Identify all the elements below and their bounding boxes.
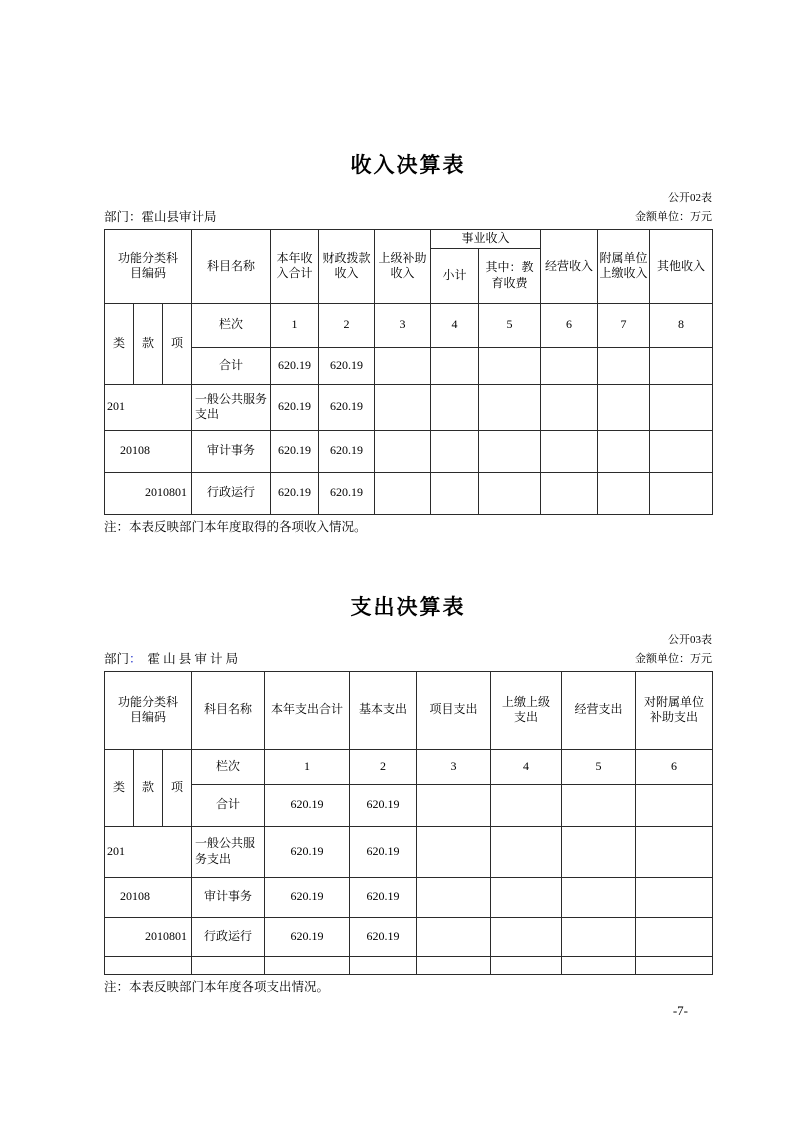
expenditure-data-row [105, 877, 713, 917]
value-cell: 620.19 [265, 784, 350, 826]
value-cell [491, 917, 562, 956]
value-cell [417, 826, 491, 877]
value-cell: 620.19 [271, 347, 319, 384]
value-cell [479, 472, 541, 514]
code-cell: 20108 [105, 877, 192, 917]
value-cell [650, 347, 713, 384]
income-table-note: 注：本表反映部门本年度取得的各项收入情况。 [104, 519, 367, 534]
income-dept-row [104, 208, 712, 227]
lanci-num: 5 [479, 303, 541, 347]
value-cell: 620.19 [350, 826, 417, 877]
value-cell [598, 430, 650, 472]
lanci-num: 6 [541, 303, 598, 347]
subject-name-cell: 一般公共服务支出 [192, 826, 265, 877]
value-cell [491, 956, 562, 974]
lanci-num: 8 [650, 303, 713, 347]
lanci-num: 7 [598, 303, 650, 347]
code-cell: 2010801 [105, 472, 192, 514]
subject-name-cell: 一般公共服务支出 [192, 384, 271, 430]
expenditure-table [104, 671, 713, 975]
dept-value: 霍山县审计局 [141, 210, 217, 224]
income-data-row [105, 430, 713, 472]
header-cell-item: 项 [163, 303, 192, 384]
value-cell [417, 784, 491, 826]
dept-colon: ： [129, 210, 142, 224]
value-cell: 620.19 [271, 384, 319, 430]
header-cell-subject: 科目名称 [192, 671, 265, 749]
value-cell [650, 430, 713, 472]
code-cell: 201 [105, 826, 192, 877]
value-cell [541, 430, 598, 472]
value-cell: 620.19 [350, 917, 417, 956]
value-cell [491, 826, 562, 877]
value-cell [431, 347, 479, 384]
income-header-row-1 [105, 230, 713, 249]
lanci-num: 4 [431, 303, 479, 347]
value-cell [541, 347, 598, 384]
dept-label: 部门 [104, 210, 130, 224]
value-cell [417, 917, 491, 956]
lanci-num: 2 [350, 749, 417, 784]
income-form-code: 公开02表 [668, 192, 712, 204]
subject-name-cell: 合计 [192, 784, 265, 826]
header-cell-basic: 基本支出 [350, 671, 417, 749]
value-cell [636, 826, 713, 877]
lanci-num: 3 [417, 749, 491, 784]
value-cell: 620.19 [271, 472, 319, 514]
value-cell [417, 877, 491, 917]
header-cell-code: 功能分类科目编码 [105, 230, 192, 304]
expenditure-lanci-row [105, 749, 713, 784]
value-cell [598, 347, 650, 384]
lanci-num: 6 [636, 749, 713, 784]
value-cell [650, 384, 713, 430]
value-cell [636, 784, 713, 826]
value-cell: 620.19 [319, 430, 375, 472]
header-cell-section: 款 [134, 749, 163, 826]
value-cell [636, 877, 713, 917]
header-cell-class: 类 [105, 303, 134, 384]
value-cell: 620.19 [350, 877, 417, 917]
dept-value: 霍 山 县 审 计 局 [147, 651, 239, 666]
expenditure-dept-line [104, 650, 238, 669]
expenditure-data-row [105, 917, 713, 956]
expenditure-header-row [105, 671, 713, 749]
header-cell-business-sub: 小计 [431, 248, 479, 303]
expenditure-dept-row [104, 650, 712, 669]
income-table-title: 收入决算表 [350, 154, 466, 177]
value-cell [491, 784, 562, 826]
income-dept-line [104, 208, 217, 227]
value-cell [350, 956, 417, 974]
code-cell: 2010801 [105, 917, 192, 956]
value-cell [650, 472, 713, 514]
lanci-num: 5 [562, 749, 636, 784]
income-data-row [105, 472, 713, 514]
value-cell [541, 472, 598, 514]
value-cell [562, 956, 636, 974]
value-cell [375, 347, 431, 384]
expenditure-form-code: 公开03表 [668, 633, 712, 646]
subject-name-cell: 审计事务 [192, 430, 271, 472]
value-cell: 620.19 [350, 784, 417, 826]
value-cell [479, 347, 541, 384]
header-cell-total: 本年收入合计 [271, 230, 319, 304]
header-cell-superior: 上级补助收入 [375, 230, 431, 304]
header-cell-other: 其他收入 [650, 230, 713, 304]
header-cell-business-edu: 其中：教育收费 [479, 248, 541, 303]
expenditure-data-row [105, 826, 713, 877]
value-cell: 620.19 [319, 347, 375, 384]
value-cell: 620.19 [271, 430, 319, 472]
dept-label: 部门 [104, 651, 130, 666]
value-cell [265, 956, 350, 974]
value-cell [479, 384, 541, 430]
page-content [104, 0, 712, 1019]
expenditure-total-row [105, 784, 713, 826]
lanci-label: 栏次 [192, 749, 265, 784]
value-cell [636, 917, 713, 956]
lanci-num: 2 [319, 303, 375, 347]
value-cell [562, 877, 636, 917]
code-cell: 20108 [105, 430, 192, 472]
header-cell-total: 本年支出合计 [265, 671, 350, 749]
value-cell: 620.19 [265, 826, 350, 877]
value-cell [431, 384, 479, 430]
subject-name-cell: 审计事务 [192, 877, 265, 917]
value-cell [375, 472, 431, 514]
value-cell: 620.19 [265, 917, 350, 956]
income-data-row [105, 384, 713, 430]
header-cell-item: 项 [163, 749, 192, 826]
header-cell-project: 项目支出 [417, 671, 491, 749]
dept-colon: ： [129, 651, 142, 666]
header-cell-class: 类 [105, 749, 134, 826]
header-cell-subject: 科目名称 [192, 230, 271, 304]
code-cell [105, 956, 192, 974]
value-cell [562, 826, 636, 877]
header-cell-fiscal: 财政拨款收入 [319, 230, 375, 304]
value-cell [636, 956, 713, 974]
value-cell [598, 384, 650, 430]
income-unit-label: 金额单位：万元 [635, 211, 712, 223]
header-cell-section: 款 [134, 303, 163, 384]
header-cell-code: 功能分类科目编码 [105, 671, 192, 749]
subject-name-cell [192, 956, 265, 974]
expenditure-table-note: 注：本表反映部门本年度各项支出情况。 [104, 979, 330, 994]
expenditure-empty-row [105, 956, 713, 974]
value-cell [375, 384, 431, 430]
expenditure-unit-label: 金额单位：万元 [635, 652, 712, 665]
expenditure-table-title: 支出决算表 [350, 595, 466, 619]
header-cell-affiliated: 附属单位上缴收入 [598, 230, 650, 304]
value-cell [562, 917, 636, 956]
lanci-num: 1 [265, 749, 350, 784]
value-cell [431, 430, 479, 472]
value-cell [491, 877, 562, 917]
header-cell-upper: 上缴上级支出 [491, 671, 562, 749]
value-cell [417, 956, 491, 974]
lanci-num: 3 [375, 303, 431, 347]
value-cell [541, 384, 598, 430]
lanci-num: 1 [271, 303, 319, 347]
header-cell-operating: 经营收入 [541, 230, 598, 304]
subject-name-cell: 行政运行 [192, 917, 265, 956]
value-cell [431, 472, 479, 514]
value-cell [562, 784, 636, 826]
code-cell: 201 [105, 384, 192, 430]
value-cell [598, 472, 650, 514]
subject-name-cell: 合计 [192, 347, 271, 384]
income-total-row [105, 347, 713, 384]
page-number: -7- [672, 1002, 688, 1018]
value-cell: 620.19 [319, 472, 375, 514]
value-cell [479, 430, 541, 472]
header-cell-operating: 经营支出 [562, 671, 636, 749]
header-cell-business-group: 事业收入 [431, 230, 541, 249]
subject-name-cell: 行政运行 [192, 472, 271, 514]
value-cell: 620.19 [265, 877, 350, 917]
lanci-num: 4 [491, 749, 562, 784]
income-table [104, 229, 713, 515]
value-cell [375, 430, 431, 472]
income-lanci-row [105, 303, 713, 347]
header-cell-affiliated: 对附属单位补助支出 [636, 671, 713, 749]
value-cell: 620.19 [319, 384, 375, 430]
lanci-label: 栏次 [192, 303, 271, 347]
